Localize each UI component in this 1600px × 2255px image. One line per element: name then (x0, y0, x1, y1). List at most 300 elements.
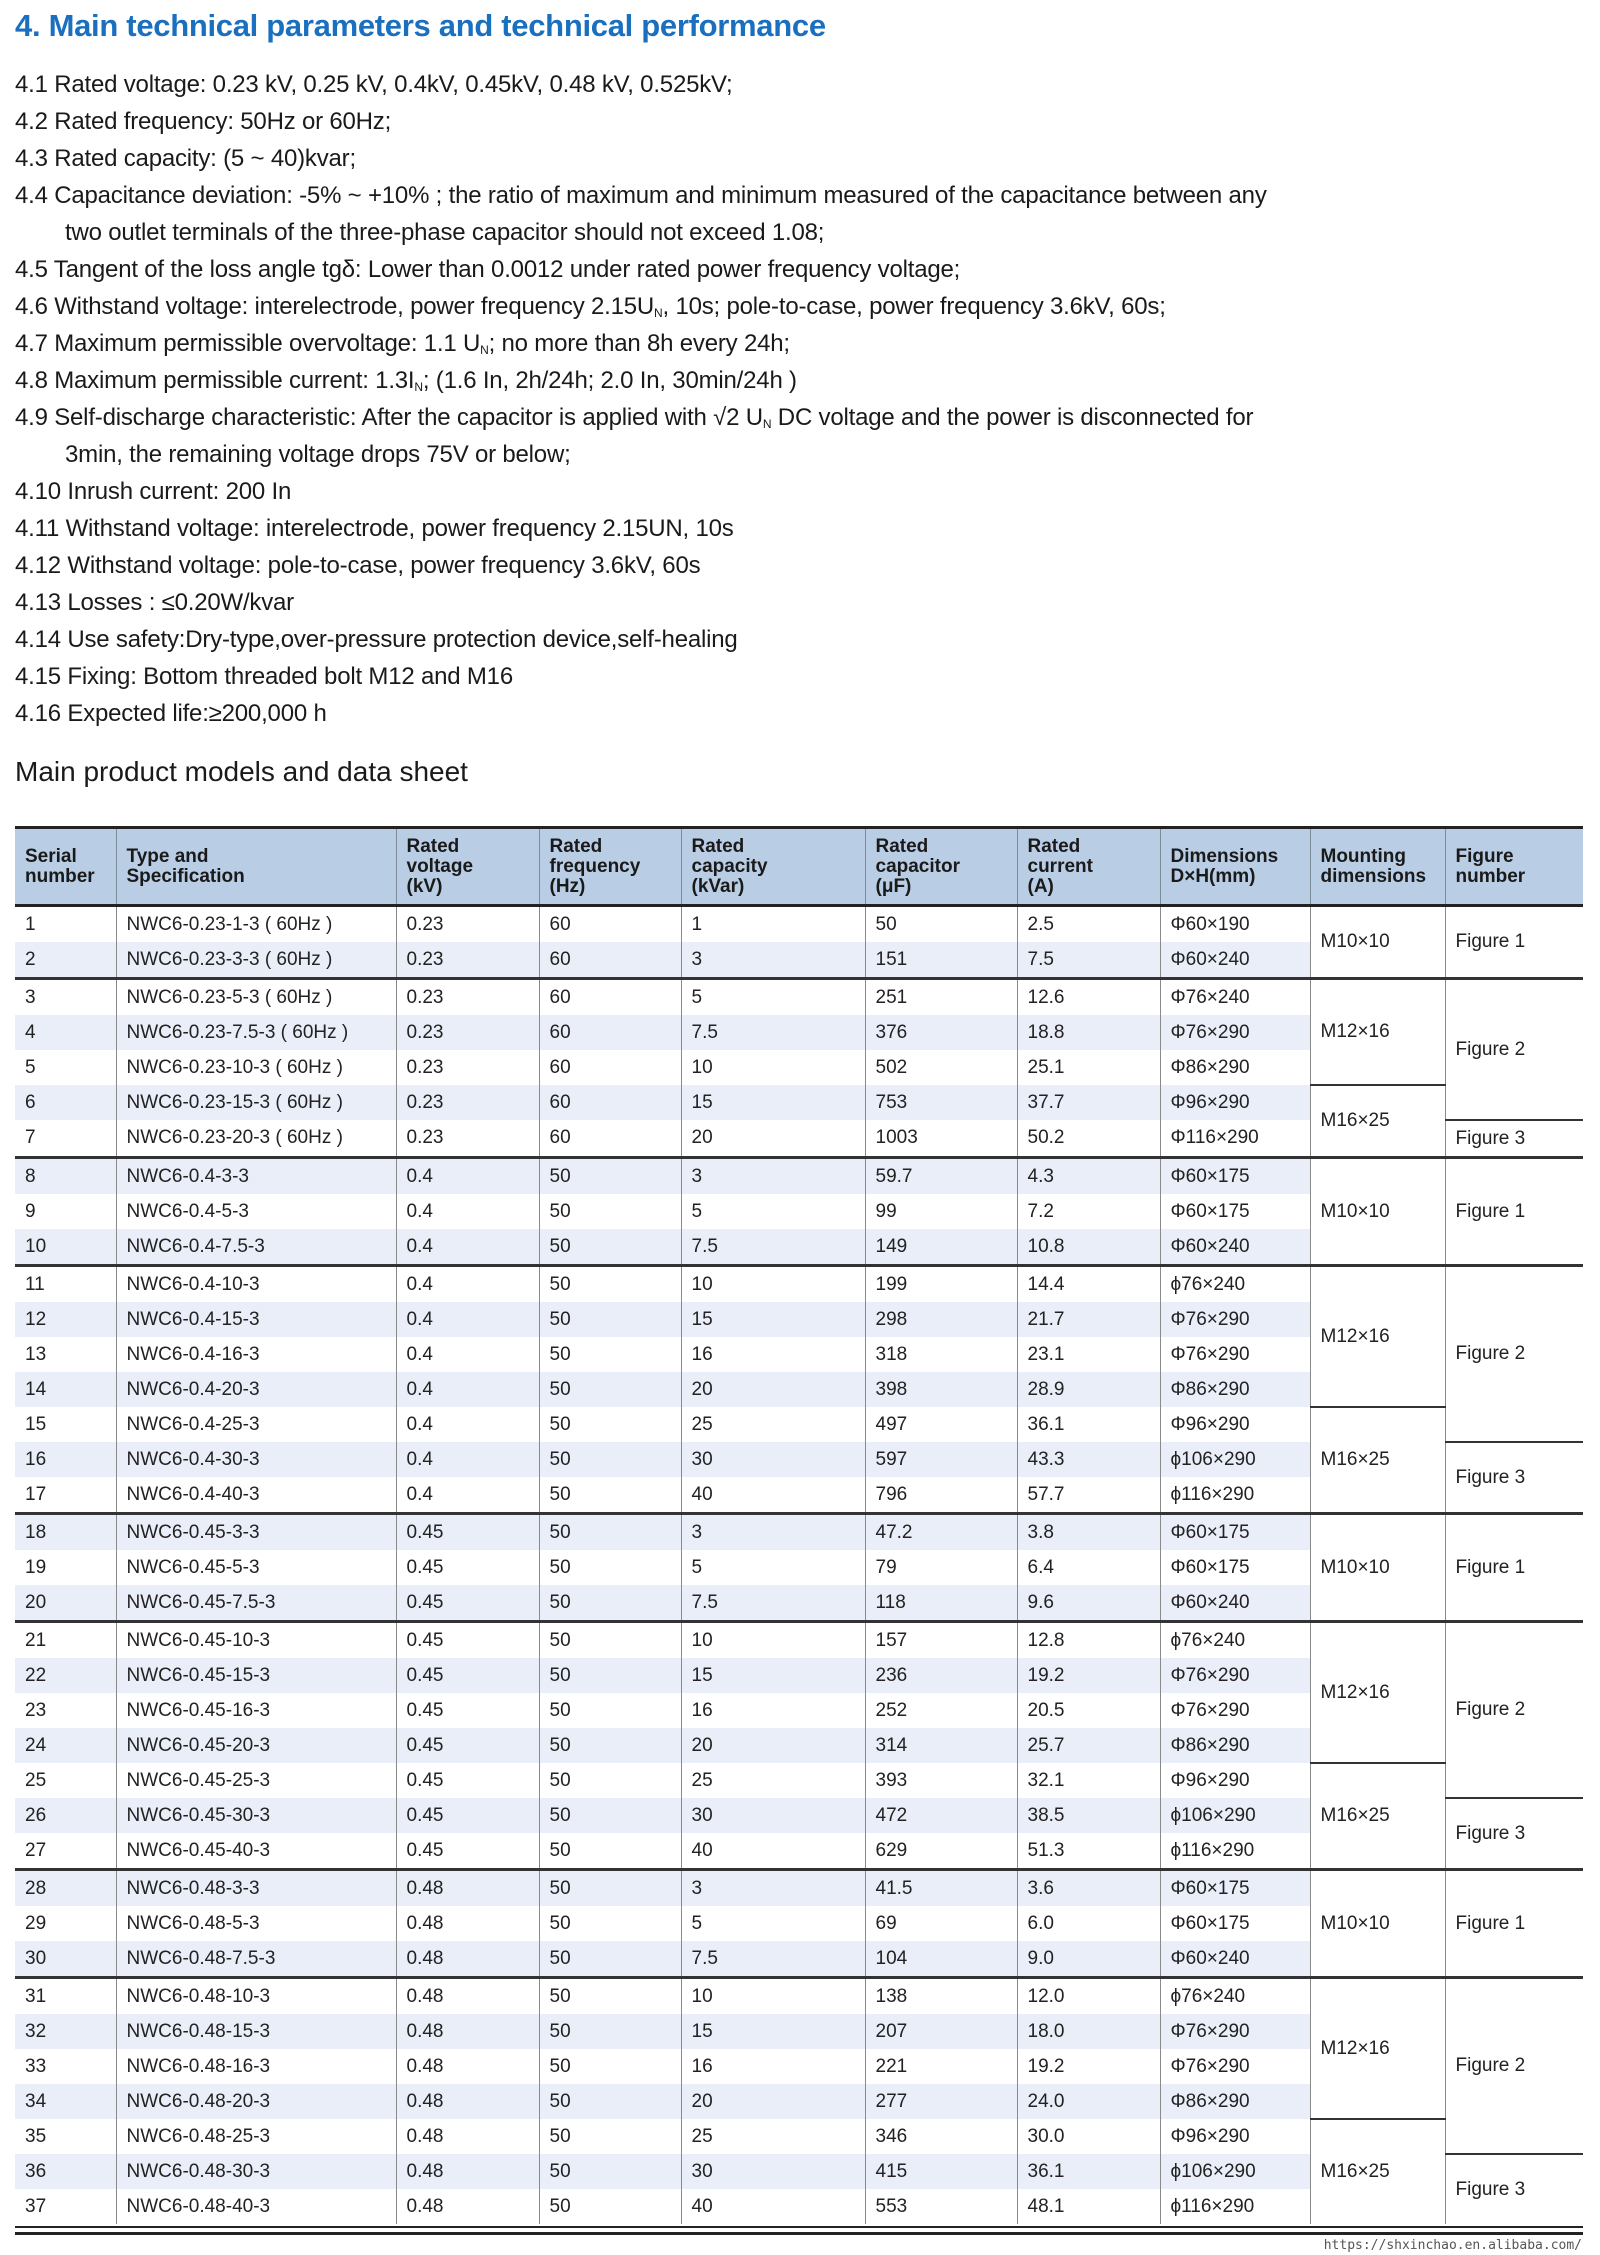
cell-dimensions: ϕ116×290 (1160, 1833, 1310, 1870)
cell-serial: 10 (15, 1229, 116, 1266)
cell-frequency: 50 (539, 1229, 681, 1266)
header-line: Serial (25, 845, 77, 867)
cell-capacity: 3 (681, 1514, 865, 1551)
cell-capacitor: 207 (865, 2014, 1017, 2049)
cell-serial: 29 (25, 1912, 47, 1934)
cell-type: NWC6-0.23-20-3 ( 60Hz ) (116, 1120, 396, 1158)
cell-type: NWC6-0.45-5-3 (116, 1550, 396, 1585)
cell-voltage: 0.23 (396, 906, 539, 943)
cell-frequency: 50 (539, 2154, 681, 2189)
header-line: (A) (1027, 875, 1054, 897)
cell-capacity: 15 (681, 1302, 865, 1337)
cell-capacitor: 41.5 (865, 1870, 1017, 1907)
cell-voltage: 0.45 (396, 1833, 539, 1870)
cell-current: 7.2 (1017, 1194, 1160, 1229)
cell-voltage: 0.48 (396, 2049, 539, 2084)
cell-capacitor: 50 (865, 906, 1017, 943)
cell-type: NWC6-0.48-5-3 (116, 1906, 396, 1941)
cell-frequency: 50 (539, 1728, 681, 1763)
cell-voltage: 0.4 (396, 1266, 539, 1303)
subscript-n: N (480, 343, 489, 357)
param-line-4-8 (15, 362, 1575, 399)
cell-figure-number: Figure 3 (1445, 1442, 1583, 1514)
cell-figure-number: Figure 1 (1445, 1514, 1583, 1622)
cell-capacity: 5 (681, 1194, 865, 1229)
cell-capacity: 15 (681, 1658, 865, 1693)
cell-voltage: 0.48 (396, 2189, 539, 2224)
cell-dimensions: Φ76×240 (1160, 979, 1310, 1016)
cell-dimensions: Φ76×290 (1160, 1658, 1310, 1693)
table-row (15, 1158, 1583, 1195)
cell-type: NWC6-0.4-7.5-3 (116, 1229, 396, 1266)
cell-capacitor: 251 (865, 979, 1017, 1016)
cell-current: 12.0 (1017, 1978, 1160, 2015)
cell-dimensions: Φ60×240 (1160, 1941, 1310, 1978)
cell-capacity: 20 (681, 2084, 865, 2119)
table-row (15, 1407, 1583, 1442)
param-line-4-9 (15, 399, 1575, 436)
cell-voltage: 0.45 (396, 1693, 539, 1728)
cell-current: 14.4 (1017, 1266, 1160, 1303)
cell-capacity: 20 (681, 1120, 865, 1158)
cell-capacity: 15 (681, 1085, 865, 1120)
cell-type: NWC6-0.45-10-3 (116, 1622, 396, 1659)
cell-voltage: 0.4 (396, 1194, 539, 1229)
cell-type: NWC6-0.45-25-3 (116, 1763, 396, 1798)
cell-serial: 1 (25, 913, 36, 935)
cell-current: 37.7 (1017, 1085, 1160, 1120)
cell-frequency: 50 (539, 1194, 681, 1229)
data-sheet-table-container (15, 826, 1583, 2224)
cell-frequency: 50 (539, 2014, 681, 2049)
cell-capacity: 5 (681, 979, 865, 1016)
cell-capacitor: 277 (865, 2084, 1017, 2119)
param-text: , 10s; pole-to-case, power frequency 3.6kV, 60s; (662, 293, 1166, 320)
cell-dimensions: Φ60×175 (1160, 1158, 1310, 1195)
header-line: number (1455, 865, 1526, 887)
cell-type: NWC6-0.4-30-3 (116, 1442, 396, 1477)
cell-dimensions: Φ96×290 (1160, 1085, 1310, 1120)
cell-capacity: 40 (681, 2189, 865, 2224)
cell-voltage: 0.48 (396, 1978, 539, 2015)
cell-voltage: 0.45 (396, 1585, 539, 1622)
cell-current: 10.8 (1017, 1229, 1160, 1266)
cell-frequency: 50 (539, 2119, 681, 2154)
header-line: Specification (126, 865, 245, 887)
cell-capacitor: 221 (865, 2049, 1017, 2084)
cell-dimensions: ϕ76×240 (1160, 1622, 1310, 1659)
cell-serial: 11 (15, 1266, 116, 1303)
table-caption: Main product models and data sheet (15, 756, 468, 787)
cell-serial: 21 (15, 1622, 116, 1659)
cell-voltage: 0.4 (396, 1158, 539, 1195)
cell-dimensions: Φ86×290 (1160, 2084, 1310, 2119)
cell-serial: 16 (15, 1442, 116, 1477)
cell-figure-number: Figure 3 (1445, 1120, 1583, 1158)
cell-dimensions: ϕ76×240 (1160, 1978, 1310, 2015)
cell-voltage: 0.45 (396, 1622, 539, 1659)
cell-dimensions: Φ76×290 (1160, 1015, 1310, 1050)
cell-capacity: 40 (681, 1833, 865, 1870)
param-line-4-15: 4.15 Fixing: Bottom threaded bolt M12 and M16 (15, 663, 513, 690)
cell-type: NWC6-0.4-15-3 (116, 1302, 396, 1337)
cell-frequency: 50 (539, 1550, 681, 1585)
header-mounting-dimensions (1310, 828, 1445, 906)
cell-current: 23.1 (1017, 1337, 1160, 1372)
table-row (15, 1085, 1583, 1120)
cell-serial: 22 (15, 1658, 116, 1693)
cell-mounting-dimensions: M12×16 (1310, 1622, 1445, 1764)
header-line: Rated (406, 835, 460, 857)
cell-mounting-dimensions: M12×16 (1310, 1266, 1445, 1408)
cell-current: 19.2 (1017, 2049, 1160, 2084)
cell-voltage: 0.45 (396, 1514, 539, 1551)
cell-type: NWC6-0.4-5-3 (116, 1194, 396, 1229)
cell-current: 36.1 (1017, 2154, 1160, 2189)
header-line: capacity (691, 855, 768, 877)
cell-voltage: 0.4 (396, 1442, 539, 1477)
cell-voltage: 0.48 (396, 1870, 539, 1907)
param-text: ; (1.6 In, 2h/24h; 2.0 In, 30min/24h ) (422, 367, 797, 394)
cell-capacitor: 69 (865, 1906, 1017, 1941)
cell-capacitor: 199 (865, 1266, 1017, 1303)
cell-frequency: 50 (539, 2084, 681, 2119)
cell-current: 9.6 (1017, 1585, 1160, 1622)
cell-type: NWC6-0.45-7.5-3 (116, 1585, 396, 1622)
cell-voltage: 0.4 (396, 1372, 539, 1407)
table-row (15, 979, 1583, 1016)
cell-type: NWC6-0.45-16-3 (116, 1693, 396, 1728)
cell-capacitor: 318 (865, 1337, 1017, 1372)
cell-frequency: 50 (539, 1266, 681, 1303)
table-row (15, 1514, 1583, 1551)
header-line: number (25, 865, 95, 887)
table-header-row (15, 828, 1583, 906)
cell-voltage: 0.48 (396, 2084, 539, 2119)
param-line-4-5: 4.5 Tangent of the loss angle tgδ: Lower than 0.0012 under rated power frequency voltage; (15, 256, 961, 283)
header-rated-frequency (539, 828, 681, 906)
cell-serial: 20 (15, 1585, 116, 1622)
header-figure-number (1445, 828, 1583, 906)
param-text: 4.6 Withstand voltage: interelectrode, power frequency 2.15U (15, 293, 655, 320)
cell-frequency: 50 (539, 1693, 681, 1728)
table-row (15, 2119, 1583, 2154)
cell-capacity: 25 (681, 1763, 865, 1798)
parameters-list (15, 66, 1575, 732)
cell-frequency: 60 (539, 1120, 681, 1158)
cell-serial: 24 (15, 1728, 116, 1763)
cell-capacity: 25 (681, 2119, 865, 2154)
cell-current: 30.0 (1017, 2119, 1160, 2154)
cell-serial: 23 (25, 1699, 47, 1721)
cell-current: 57.7 (1017, 1477, 1160, 1514)
param-text: DC voltage and the power is disconnected for (771, 404, 1254, 431)
cell-type: NWC6-0.45-30-3 (116, 1798, 396, 1833)
param-line-4-4-cont: two outlet terminals of the three-phase capacitor should not exceed 1.08; (65, 219, 825, 246)
param-line-4-16: 4.16 Expected life:≥200,000 h (15, 700, 327, 727)
cell-frequency: 50 (539, 2049, 681, 2084)
cell-capacitor: 59.7 (865, 1158, 1017, 1195)
cell-capacity: 20 (681, 1728, 865, 1763)
cell-mounting-dimensions: M10×10 (1310, 1158, 1445, 1266)
cell-current: 48.1 (1017, 2189, 1160, 2224)
cell-voltage: 0.23 (396, 942, 539, 979)
cell-capacitor: 99 (865, 1194, 1017, 1229)
cell-serial: 31 (15, 1978, 116, 2015)
cell-dimensions: Φ76×290 (1160, 2014, 1310, 2049)
cell-capacitor: 1003 (865, 1120, 1017, 1158)
cell-frequency: 50 (539, 1658, 681, 1693)
cell-voltage: 0.23 (396, 979, 539, 1016)
cell-figure-number: Figure 2 (1445, 1622, 1583, 1799)
param-line-4-12: 4.12 Withstand voltage: pole-to-case, power frequency 3.6kV, 60s (15, 552, 701, 579)
cell-dimensions: Φ86×290 (1160, 1372, 1310, 1407)
header-rated-capacitor (865, 828, 1017, 906)
cell-voltage: 0.45 (396, 1658, 539, 1693)
cell-capacitor: 298 (865, 1302, 1017, 1337)
param-line-4-1: 4.1 Rated voltage: 0.23 kV, 0.25 kV, 0.4kV, 0.45kV, 0.48 kV, 0.525kV; (15, 71, 733, 98)
param-line-4-9-cont: 3min, the remaining voltage drops 75V or below; (65, 441, 571, 468)
cell-figure-number: Figure 3 (1445, 2154, 1583, 2224)
cell-frequency: 60 (539, 1085, 681, 1120)
cell-frequency: 50 (539, 1585, 681, 1622)
cell-dimensions: ϕ116×290 (1160, 2189, 1310, 2224)
cell-dimensions: Φ76×290 (1160, 1337, 1310, 1372)
cell-serial: 36 (15, 2154, 116, 2189)
cell-frequency: 50 (539, 1906, 681, 1941)
cell-dimensions: Φ60×175 (1160, 1194, 1310, 1229)
param-line-4-3: 4.3 Rated capacity: (5 ~ 40)kvar; (15, 145, 356, 172)
cell-voltage: 0.4 (396, 1302, 539, 1337)
header-line: Figure (1455, 845, 1514, 867)
cell-type: NWC6-0.45-15-3 (116, 1658, 396, 1693)
header-line: (μF) (875, 875, 912, 897)
table-row (15, 1622, 1583, 1659)
param-line-4-4: 4.4 Capacitance deviation: -5% ~ +10% ; the ratio of maximum and minimum measured of the capacitance between any (15, 182, 1267, 209)
cell-frequency: 50 (539, 1798, 681, 1833)
param-text: ; no more than 8h every 24h; (488, 330, 790, 357)
cell-serial: 35 (25, 2125, 47, 2147)
cell-capacitor: 472 (865, 1798, 1017, 1833)
cell-current: 2.5 (1017, 906, 1160, 943)
cell-current: 6.0 (1017, 1906, 1160, 1941)
cell-voltage: 0.23 (396, 1015, 539, 1050)
header-line: Rated (691, 835, 745, 857)
param-line-4-6 (15, 288, 1575, 325)
header-type-spec (116, 828, 396, 906)
cell-dimensions: Φ60×190 (1160, 906, 1310, 943)
cell-capacity: 7.5 (681, 1585, 865, 1622)
cell-capacitor: 502 (865, 1050, 1017, 1085)
cell-mounting-dimensions: M10×10 (1310, 906, 1445, 979)
cell-frequency: 50 (539, 1870, 681, 1907)
cell-serial: 13 (25, 1343, 47, 1365)
cell-current: 43.3 (1017, 1442, 1160, 1477)
cell-voltage: 0.23 (396, 1120, 539, 1158)
header-line: Rated (549, 835, 603, 857)
cell-frequency: 60 (539, 1015, 681, 1050)
cell-serial: 28 (15, 1870, 116, 1907)
cell-serial: 27 (25, 1839, 47, 1861)
cell-type: NWC6-0.4-25-3 (116, 1407, 396, 1442)
cell-serial: 7 (25, 1127, 36, 1148)
table-row (15, 906, 1583, 943)
cell-type: NWC6-0.23-3-3 ( 60Hz ) (116, 942, 396, 979)
cell-capacity: 16 (681, 2049, 865, 2084)
cell-voltage: 0.48 (396, 2014, 539, 2049)
table-bottom-border (15, 2226, 1583, 2228)
cell-voltage: 0.45 (396, 1728, 539, 1763)
cell-dimensions: Φ76×290 (1160, 1302, 1310, 1337)
cell-capacity: 3 (681, 1870, 865, 1907)
cell-dimensions: Φ60×175 (1160, 1870, 1310, 1907)
cell-type: NWC6-0.48-20-3 (116, 2084, 396, 2119)
cell-capacity: 5 (681, 1906, 865, 1941)
cell-frequency: 50 (539, 1302, 681, 1337)
cell-serial: 30 (15, 1941, 116, 1978)
cell-capacity: 30 (681, 2154, 865, 2189)
cell-capacity: 16 (681, 1693, 865, 1728)
cell-capacitor: 252 (865, 1693, 1017, 1728)
cell-type: NWC6-0.4-16-3 (116, 1337, 396, 1372)
param-line-4-7 (15, 325, 1575, 362)
cell-current: 25.1 (1017, 1050, 1160, 1085)
cell-capacity: 30 (681, 1798, 865, 1833)
cell-type: NWC6-0.48-7.5-3 (116, 1941, 396, 1978)
cell-frequency: 50 (539, 1763, 681, 1798)
table-row (15, 1978, 1583, 2015)
cell-type: NWC6-0.4-3-3 (116, 1158, 396, 1195)
cell-voltage: 0.4 (396, 1337, 539, 1372)
cell-mounting-dimensions: M16×25 (1310, 1085, 1445, 1158)
cell-type: NWC6-0.4-20-3 (116, 1372, 396, 1407)
cell-serial: 12 (15, 1302, 116, 1337)
cell-voltage: 0.45 (396, 1798, 539, 1833)
cell-capacitor: 236 (865, 1658, 1017, 1693)
cell-voltage: 0.4 (396, 1477, 539, 1514)
header-line: Type and (126, 845, 209, 867)
cell-serial: 19 (25, 1556, 47, 1578)
table-row (15, 1763, 1583, 1798)
cell-capacitor: 138 (865, 1978, 1017, 2015)
param-text: 4.7 Maximum permissible overvoltage: 1.1 U (15, 330, 481, 357)
cell-serial: 18 (15, 1514, 116, 1551)
cell-type: NWC6-0.23-1-3 ( 60Hz ) (116, 906, 396, 943)
header-line: capacitor (875, 855, 960, 877)
cell-voltage: 0.4 (396, 1229, 539, 1266)
cell-capacity: 5 (681, 1550, 865, 1585)
cell-current: 3.6 (1017, 1870, 1160, 1907)
cell-mounting-dimensions: M12×16 (1310, 979, 1445, 1086)
cell-current: 21.7 (1017, 1302, 1160, 1337)
cell-frequency: 50 (539, 1833, 681, 1870)
cell-type: NWC6-0.4-40-3 (116, 1477, 396, 1514)
cell-serial: 14 (15, 1372, 116, 1407)
cell-capacity: 10 (681, 1266, 865, 1303)
cell-type: NWC6-0.23-5-3 ( 60Hz ) (116, 979, 396, 1016)
cell-capacity: 40 (681, 1477, 865, 1514)
cell-voltage: 0.48 (396, 1906, 539, 1941)
header-line: Rated (1027, 835, 1081, 857)
header-line: (kVar) (691, 875, 745, 897)
cell-capacitor: 753 (865, 1085, 1017, 1120)
cell-dimensions: ϕ106×290 (1160, 2154, 1310, 2189)
header-dimensions (1160, 828, 1310, 906)
cell-frequency: 50 (539, 1514, 681, 1551)
cell-serial: 2 (15, 942, 116, 979)
header-rated-current (1017, 828, 1160, 906)
cell-dimensions: Φ116×290 (1160, 1120, 1310, 1158)
cell-serial: 17 (25, 1483, 47, 1505)
cell-serial: 33 (25, 2055, 47, 2077)
cell-mounting-dimensions: M16×25 (1310, 1407, 1445, 1514)
cell-capacity: 7.5 (681, 1941, 865, 1978)
cell-figure-number: Figure 2 (1445, 1978, 1583, 2155)
cell-figure-number: Figure 2 (1445, 1266, 1583, 1443)
cell-dimensions: Φ60×175 (1160, 1514, 1310, 1551)
subscript-n: N (414, 380, 423, 394)
cell-dimensions: Φ86×290 (1160, 1728, 1310, 1763)
data-sheet-table (15, 826, 1583, 2224)
cell-serial: 15 (25, 1413, 47, 1435)
cell-current: 38.5 (1017, 1798, 1160, 1833)
cell-dimensions: Φ86×290 (1160, 1050, 1310, 1085)
cell-capacity: 3 (681, 942, 865, 979)
cell-current: 18.8 (1017, 1015, 1160, 1050)
cell-voltage: 0.48 (396, 2119, 539, 2154)
cell-serial: 8 (15, 1158, 116, 1195)
subscript-n: N (654, 306, 663, 320)
header-line: dimensions (1320, 865, 1427, 887)
cell-dimensions: Φ60×240 (1160, 942, 1310, 979)
cell-frequency: 60 (539, 942, 681, 979)
cell-current: 36.1 (1017, 1407, 1160, 1442)
param-line-4-2: 4.2 Rated frequency: 50Hz or 60Hz; (15, 108, 392, 135)
cell-capacitor: 157 (865, 1622, 1017, 1659)
cell-mounting-dimensions: M16×25 (1310, 1763, 1445, 1870)
cell-serial: 32 (15, 2014, 116, 2049)
cell-dimensions: Φ60×240 (1160, 1585, 1310, 1622)
cell-capacitor: 415 (865, 2154, 1017, 2189)
cell-current: 28.9 (1017, 1372, 1160, 1407)
cell-current: 12.8 (1017, 1622, 1160, 1659)
cell-dimensions: ϕ76×240 (1160, 1266, 1310, 1303)
param-text: 4.8 Maximum permissible current: 1.3I (15, 367, 415, 394)
cell-capacitor: 398 (865, 1372, 1017, 1407)
cell-voltage: 0.48 (396, 1941, 539, 1978)
cell-serial: 6 (15, 1085, 116, 1120)
cell-current: 6.4 (1017, 1550, 1160, 1585)
cell-capacitor: 393 (865, 1763, 1017, 1798)
cell-type: NWC6-0.23-15-3 ( 60Hz ) (116, 1085, 396, 1120)
header-line: current (1027, 855, 1093, 877)
cell-frequency: 50 (539, 1372, 681, 1407)
cell-current: 25.7 (1017, 1728, 1160, 1763)
cell-type: NWC6-0.48-40-3 (116, 2189, 396, 2224)
param-text: 4.9 Self-discharge characteristic: After the capacitor is applied with √2 U (15, 404, 763, 431)
cell-dimensions: Φ60×175 (1160, 1906, 1310, 1941)
header-line: (kV) (406, 875, 443, 897)
cell-capacity: 25 (681, 1407, 865, 1442)
cell-capacitor: 79 (865, 1550, 1017, 1585)
cell-capacity: 15 (681, 2014, 865, 2049)
header-line: frequency (549, 855, 641, 877)
header-line: Mounting (1320, 845, 1406, 867)
cell-dimensions: ϕ116×290 (1160, 1477, 1310, 1514)
cell-frequency: 60 (539, 1050, 681, 1085)
cell-type: NWC6-0.48-15-3 (116, 2014, 396, 2049)
cell-capacity: 10 (681, 1978, 865, 2015)
